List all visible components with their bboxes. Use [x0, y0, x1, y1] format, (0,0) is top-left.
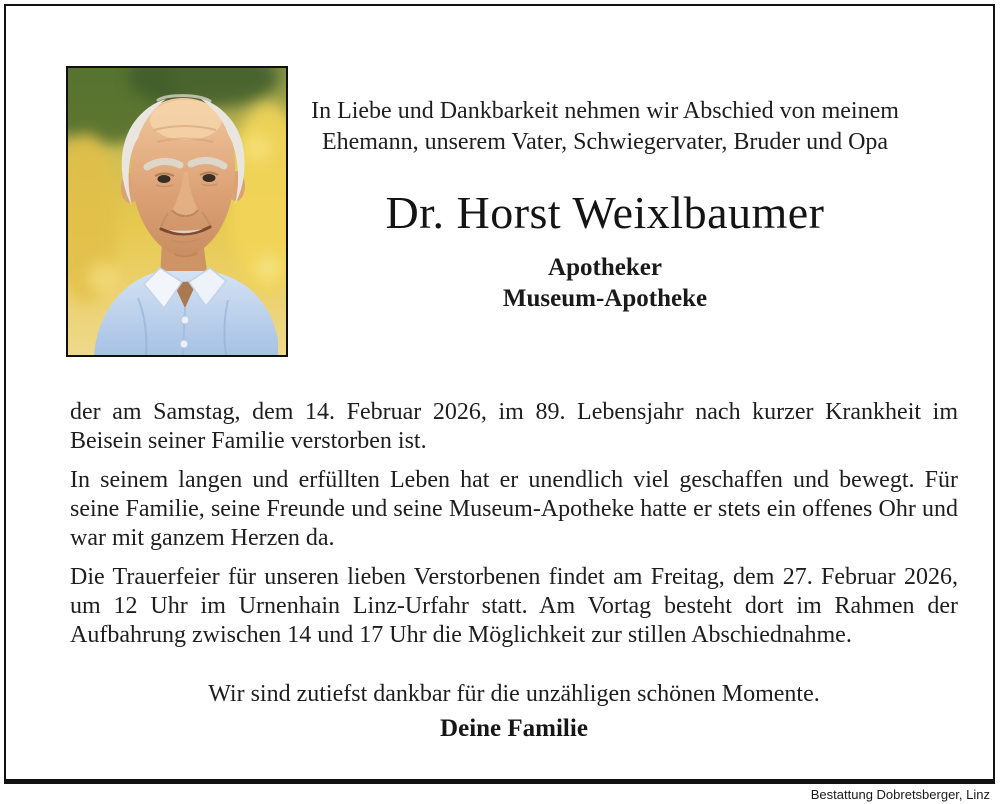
funeral-home-credit: Bestattung Dobretsberger, Linz	[810, 787, 990, 802]
notice-header	[305, 96, 905, 314]
deceased-name: Dr. Horst Weixlbaumer	[385, 187, 825, 238]
paragraph-funeral: Die Trauerfeier für unseren lieben Verstorbenen findet am Freitag, dem 27. Februar 2026, um 12 Uhr im Urnenhain Linz-Urfahr statt. Am Vortag besteht dort im Rahmen der Aufbahrung zwischen 14 und 17 Uhr die Möglichkeit zur stillen Abschiednahme.	[70, 564, 958, 648]
notice-body	[70, 398, 958, 660]
intro-text: In Liebe und Dankbarkeit nehmen wir Abschied von meinem Ehemann, unserem Vater, Schwiegervater, Bruder und Opa	[311, 98, 899, 155]
portrait-illustration	[68, 68, 286, 355]
closing-line: Wir sind zutiefst dankbar für die unzähligen schönen Momente.	[208, 681, 820, 707]
pharmacy-line: Museum-Apotheke	[502, 285, 708, 312]
paragraph-life: In seinem langen und erfüllten Leben hat er unendlich viel geschaffen und bewegt. Für seine Familie, seine Freunde und seine Museum-Apotheke hatte er stets ein offenes Ohr und war mit ganzem Herzen da.	[70, 467, 958, 551]
family-signature: Deine Familie	[440, 715, 588, 742]
profession-line: Apotheker	[548, 254, 662, 281]
portrait-photo	[66, 66, 288, 357]
paragraph-death: der am Samstag, dem 14. Februar 2026, im 89. Lebensjahr nach kurzer Krankheit im Beisein seiner Familie verstorben ist.	[70, 399, 958, 454]
